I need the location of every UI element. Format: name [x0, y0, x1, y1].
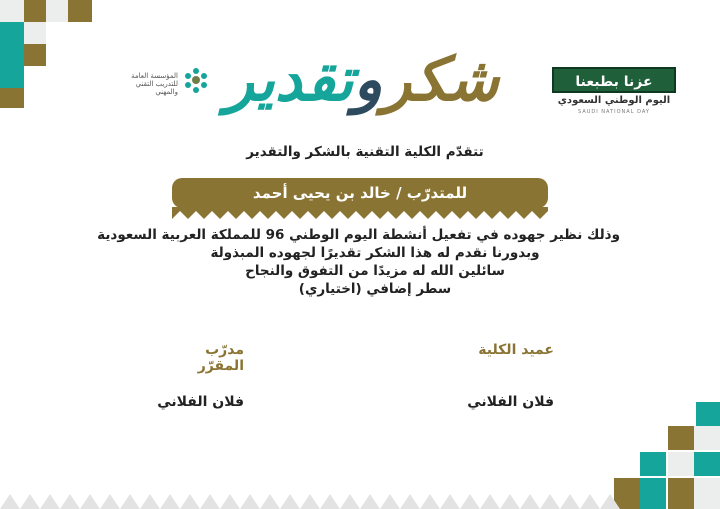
- trainer-name: فلان الفلاني: [157, 394, 244, 410]
- dean-name: فلان الفلاني: [467, 394, 554, 410]
- national-day-logo-sub: اليوم الوطني السعودي: [557, 95, 671, 106]
- title-word-thanks: شكر: [382, 45, 499, 115]
- dean-label: عميد الكلية: [478, 342, 554, 358]
- bottom-pattern-border: [0, 484, 620, 509]
- certificate-title: [222, 30, 502, 130]
- trainer-label: مدرّب المقرّر: [197, 342, 244, 374]
- tvtc-emblem-icon: [182, 66, 210, 94]
- body-line: سطر إضافي (اختياري): [298, 281, 452, 297]
- tvtc-logo-line2: للتدريب التقني والمهني: [135, 80, 178, 96]
- title-word-appreciation: تقدير: [225, 45, 354, 115]
- intro-text: تتقدّم الكلية التقنية بالشكر والتقدير: [246, 144, 484, 160]
- banner-pattern: [172, 207, 548, 221]
- national-day-logo-en: SAUDI NATIONAL DAY: [578, 109, 650, 115]
- recipient-banner: للمتدرّب / خالد بن يحيى أحمد: [172, 178, 548, 208]
- body-line: وبدورنا نقدم له هذا الشكر تقديرًا لجهوده المبذولة: [210, 245, 540, 261]
- tvtc-logo: [112, 66, 212, 96]
- certificate-body: [97, 226, 620, 298]
- national-day-logo-main: عزنا بطبعنا: [552, 67, 676, 93]
- national-day-logo: [552, 67, 676, 117]
- body-line: سائلين الله له مزيدًا من التفوق والنجاح: [245, 263, 505, 279]
- title-word-and: و: [353, 45, 383, 115]
- tvtc-logo-line1: المؤسسة العامة: [131, 72, 178, 80]
- body-line: وذلك نظير جهوده في تفعيل أنشطة اليوم الوطني 96 للمملكة العربية السعودية: [97, 227, 620, 243]
